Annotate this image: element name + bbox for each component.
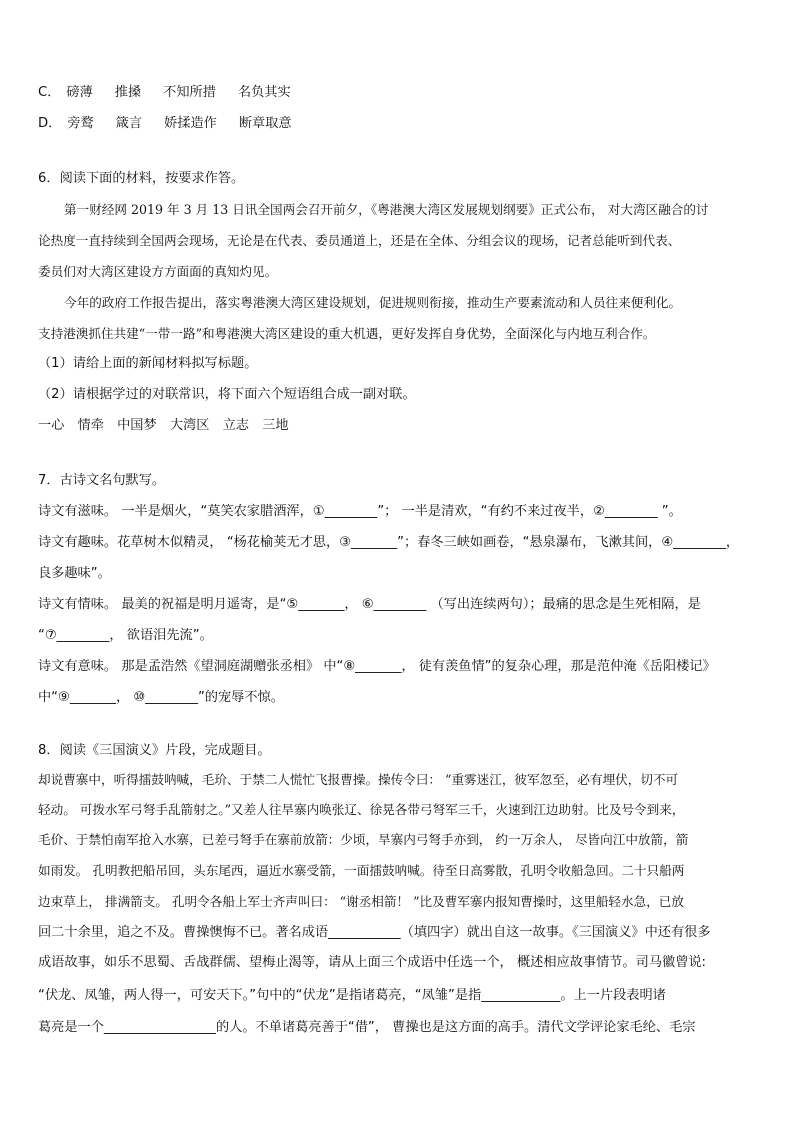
- q8-passage-line-1: 却说曹寨中，听得擂鼓呐喊，毛玠、于禁二人慌忙飞报曹操。操传令曰： “重雾迷江，彼军忽至，必有埋伏，切不可: [38, 772, 679, 787]
- q8-title: 8．阅读《三国演义》片段，完成题目。: [38, 743, 271, 758]
- option-d-word-1: 旁鹜: [67, 116, 94, 131]
- option-c-letter: C．: [38, 85, 61, 100]
- q6-para2-line1: 今年的政府工作报告提出，落实粤港澳大湾区建设规划，促进规则衔接，推动生产要素流动和人员往来便利化。: [64, 295, 682, 310]
- q8-passage-line-4: 如雨发。 孔明教把船吊回，头东尾西，逼近水寨受箭，一面擂鼓呐喊。待至日高雾散，孔明令收船急回。二十只船两: [38, 863, 685, 878]
- q8-passage-line-2: 轻动。 可拨水军弓弩手乱箭射之。”又差人往旱寨内唤张辽、徐晃各带弓弩军三千，火速到江边助射。比及号令到来，: [38, 802, 685, 817]
- q7-line-4: 诗文有情味。 最美的祝福是明月遥寄，是“⑤_______， ⑥________ （写出连续两句）；最痛的思念是生死相隔，是: [38, 597, 701, 612]
- q7-line-5: “⑦________， 欲语泪先流”。: [38, 628, 213, 643]
- q6-sub2: （2）请根据学过的对联常识，将下面六个短语组合成一副对联。: [38, 387, 416, 402]
- q8-passage-line-3: 毛价、于禁怕南军抢入水寨，已差弓弩手在寨前放箭：少顷，旱寨内弓弩手亦到， 约一万余人， 尽皆向江中放箭，箭: [38, 832, 689, 847]
- option-d-letter: D．: [38, 116, 62, 131]
- q7-line-2: 诗文有趣味。花草树木似精灵， “杨花榆荚无才思，③_______”；春冬三峡如画卷，“悬泉瀑布，飞漱其间，④________，: [38, 535, 740, 550]
- q8-passage-line-5: 边束草上， 排满箭支。 孔明令各船上军士齐声叫曰： “谢丞相箭！ ”比及曹军寨内报知曹操时，这里船轻水急，已放: [38, 894, 684, 909]
- option-d-word-4: 断章取意: [238, 116, 292, 131]
- q7-line-3: 良多趣味”。: [38, 566, 111, 581]
- q6-title: 6．阅读下面的材料，按要求作答。: [38, 171, 245, 186]
- q6-para1-line3: 委员们对大湾区建设方方面面的真知灼见。: [38, 264, 278, 279]
- option-c-word-1: 磅薄: [66, 85, 93, 100]
- option-d: [38, 114, 292, 134]
- q7-line-1: 诗文有滋味。 一半是烟火，“莫笑农家腊酒浑，①________”； 一半是清欢，“有约不来过夜半，②________ ”。: [38, 504, 682, 519]
- q7-line-7: 中“⑨_______， ⑩________”的宠辱不惊。: [38, 690, 284, 705]
- option-d-word-2: 箴言: [115, 116, 143, 131]
- option-c-word-2: 推搡: [114, 85, 142, 100]
- q8-passage-line-7: 成语故事，如乐不思蜀、舌战群儒、望梅止渴等，请从上面三个成语中任选一个， 概述相应故事情节。司马徽曾说:: [38, 955, 707, 970]
- q8-passage-line-6: 回二十余里，追之不及。曹操懊悔不已。著名成语___________（填四字）就出自这一故事。《三国演义》中还有很多: [38, 925, 711, 940]
- option-d-word-3: 娇揉造作: [164, 116, 217, 131]
- q8-passage-line-9: 葛亮是一个_________________的人。不单诸葛亮善于“借”， 曹操也是这方面的高手。清代文学评论家毛纶、毛宗: [38, 1020, 696, 1035]
- q7-title: 7．古诗文名句默写。: [38, 473, 166, 488]
- q6-phrases: 一心 情牵 中国梦 大湾区 立志 三地: [38, 418, 289, 433]
- q6-para1-line2: 论热度一直持续到全国两会现场，无论是在代表、委员通道上，还是在全体、分组会议的现场，记者总能听到代表、: [38, 233, 681, 248]
- q7-line-6: 诗文有意味。 那是孟浩然《望洞庭湖赠张丞相》 中“⑧_______， 徒有羡鱼情”的复杂心理，那是范仲淹《岳阳楼记》: [38, 659, 716, 674]
- option-c: [38, 83, 291, 103]
- q8-passage-line-8: “伏龙、凤雏，两人得一，可安天下。”句中的“伏龙”是指诸葛亮，“凤雏”是指____________。上一片段表明诸: [38, 988, 666, 1003]
- option-c-word-4: 名负其实: [237, 85, 291, 100]
- q6-para1-line1: 第一财经网 2019 年 3 月 13 日讯全国两会召开前夕，《粤港澳大湾区发展规划纲要》正式公布， 对大湾区融合的讨: [64, 202, 709, 217]
- q6-para2-line2: 支持港澳抓住共建“一带一路”和粤港澳大湾区建设的重大机遇，更好发挥自身优势，全面深化与内地互利合作。: [38, 326, 656, 341]
- option-c-word-3: 不知所措: [163, 85, 216, 100]
- q6-sub1: （1）请给上面的新闻材料拟写标题。: [38, 356, 258, 371]
